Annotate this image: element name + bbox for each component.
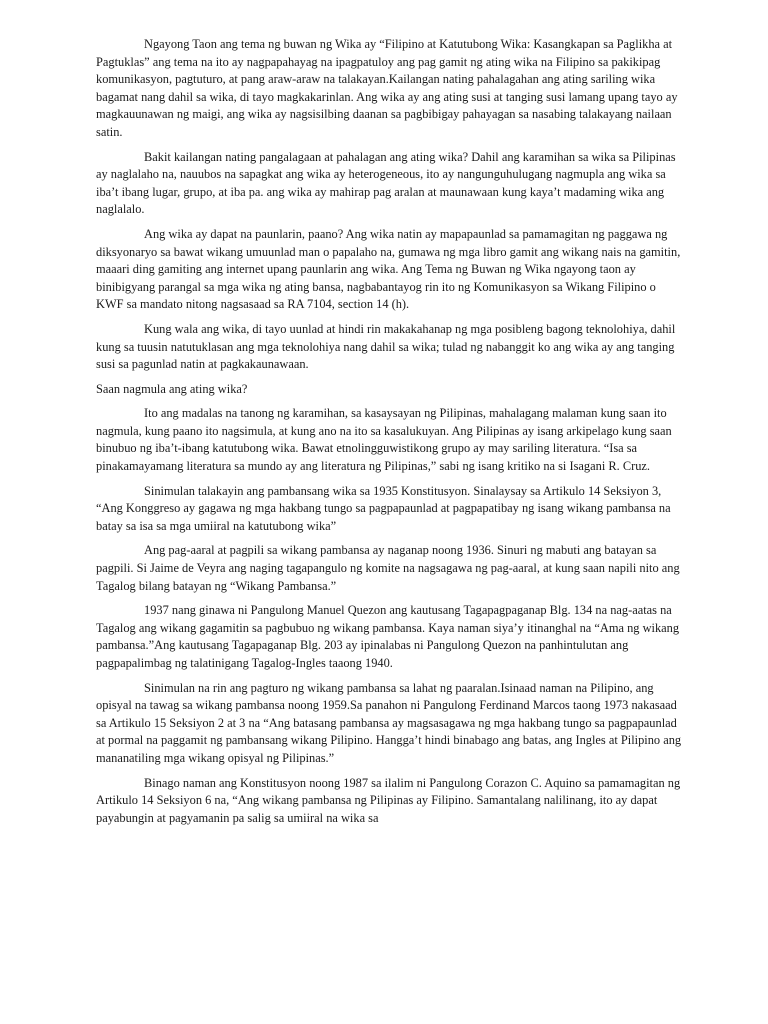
paragraph-7: Sinimulan talakayin ang pambansang wika sa 1935 Konstitusyon. Sinalaysay sa Artikulo 14 Seksiyon 3, “Ang Konggreso ay gagawa ng mga hakbang tungo sa pagpapaunlad at pagpapatibay ng isang wikang pambansa na batay sa isa sa mga umiiral na katutubong wika”	[96, 483, 671, 533]
document-page	[96, 36, 686, 834]
paragraph-6: Ito ang madalas na tanong ng karamihan, sa kasaysayan ng Pilipinas, mahalagang malaman kung saan ito nagmula, kung paano ito nagsimula, at kung ano na ito sa kasalukuyan. Ang Pilipinas ay isang arkipelago kung saan binubuo ng iba’t-ibang katutubong wika. Bawat etnolingguwistikong grupo ay may sariling literatura. “Isa sa pinakamayamang literatura sa mundo ay ang literatura ng Pilipinas,” sabi ng isang kritiko na si Isagani R. Cruz.	[96, 406, 672, 474]
paragraph-8: Ang pag-aaral at pagpili sa wikang pambansa ay naganap noong 1936. Sinuri ng mabuti ang batayan sa pagpili. Si Jaime de Veyra ang naging tagapangulo ng komite na nagsagawa ng pag-aaral, at kung saan napili nito ang Tagalog bilang batayan ng “Wikang Pambansa.”	[96, 543, 680, 593]
paragraph-1: Ngayong Taon ang tema ng buwan ng Wika ay “Filipino at Katutubong Wika: Kasangkapan sa Paglikha at Pagtuklas” ang tema na ito ay nagpapahayag na ipagpatuloy ang pag gamit ng ating wika na Filipino sa pakikipag komunikasyon, pagtuturo, at pang araw-araw na talakayan.Kailangan nating pahalagahan ang ating sariling wika bagamat nang dahil sa wika, di tayo magkakarinlan. Ang wika ay ang ating susi at tanging susi lamang upang tayo ay magkauunawan ng maigi, ang wika ay nagsisilbing daanan sa pagbibigay pahayagan sa nasabing talakayang nailaan satin.	[96, 37, 678, 139]
paragraph-3: Ang wika ay dapat na paunlarin, paano? Ang wika natin ay mapapaunlad sa pamamagitan ng paggawa ng diksyonaryo sa bawat wikang umuunlad man o papalaho na, gumawa ng mga libro gamit ang wikang nais na gamitin, maaari ding gamiting ang internet upang paunlarin ang wika. Ang Tema ng Buwan ng Wika ngayong taon ay binibigyang parangal sa mga wika ng ating bansa, nagbabantayog rin ito ng Komunikasyon sa Wikang Filipino o KWF sa mandato nitong nagsasaad sa RA 7104, section 14 (h).	[96, 226, 681, 312]
paragraph-2: Bakit kailangan nating pangalagaan at pahalagan ang ating wika? Dahil ang karamihan sa wika sa Pilipinas ay naglalaho na, nauubos na sapagkat ang wika ay heterogeneous, ito ay nangunguhulugang nagmupla ang wika sa iba’t ibang lugar, grupo, at iba pa. ang wika ay mahirap pag aralan at maunawaan kung kaya’t madaming wika ang naglalalo.	[96, 149, 676, 217]
paragraph-9: 1937 nang ginawa ni Pangulong Manuel Quezon ang kautusang Tagapagpaganap Blg. 134 na nag-aatas na Tagalog ang wikang gagamitin sa pagbubuo ng wikang pambansa. Kaya naman siya’y itinanghal na “Ama ng wikang pambansa.”Ang kautusang Tagapaganap Blg. 203 ay ipinalabas ni Pangulong Quezon na panhintulutan ang pagpapalimbag ng talatinigang Tagalog-Ingles taaong 1940.	[96, 603, 680, 670]
paragraph-4: Kung wala ang wika, di tayo uunlad at hindi rin makakahanap ng mga posibleng bagong teknolohiya, dahil kung sa tuusin natutuklasan ang mga teknolohiya nang dahil sa wika; tulad ng nabanggit ko ang wika ay ang tanging susi sa pagunlad natin at pagkakaunawaan.	[96, 321, 676, 372]
paragraph-11: Binago naman ang Konstitusyon noong 1987 sa ilalim ni Pangulong Corazon C. Aquino sa pamamagitan ng Artikulo 14 Seksiyon 6 na, “Ang wikang pambansa ng Pilipinas ay Filipino. Samantalang nalilinang, ito ay dapat payabungin at pagyamanin pa salig sa umiiral na wika sa	[96, 775, 681, 825]
section-question: Saan nagmula ang ating wika?	[96, 381, 248, 396]
paragraph-10: Sinimulan na rin ang pagturo ng wikang pambansa sa lahat ng paaralan.Isinaad naman na Pilipino, ang opisyal na tawag sa wikang pambansa noong 1959.Sa panahon ni Pangulong Ferdinand Marcos taong 1973 nakasaad sa Artikulo 15 Seksiyon 2 at 3 na “Ang batasang pambansa ay magsasagawa ng mga hakbang tungo sa pagpapaunlad at pormal na paggamit ng pambansang wikang Pilipino. Hangga’t hindi binabago ang batas, ang Ingles at Pilipino ang mananatiling mga wikang opisyal ng Pilipinas.”	[96, 680, 682, 765]
